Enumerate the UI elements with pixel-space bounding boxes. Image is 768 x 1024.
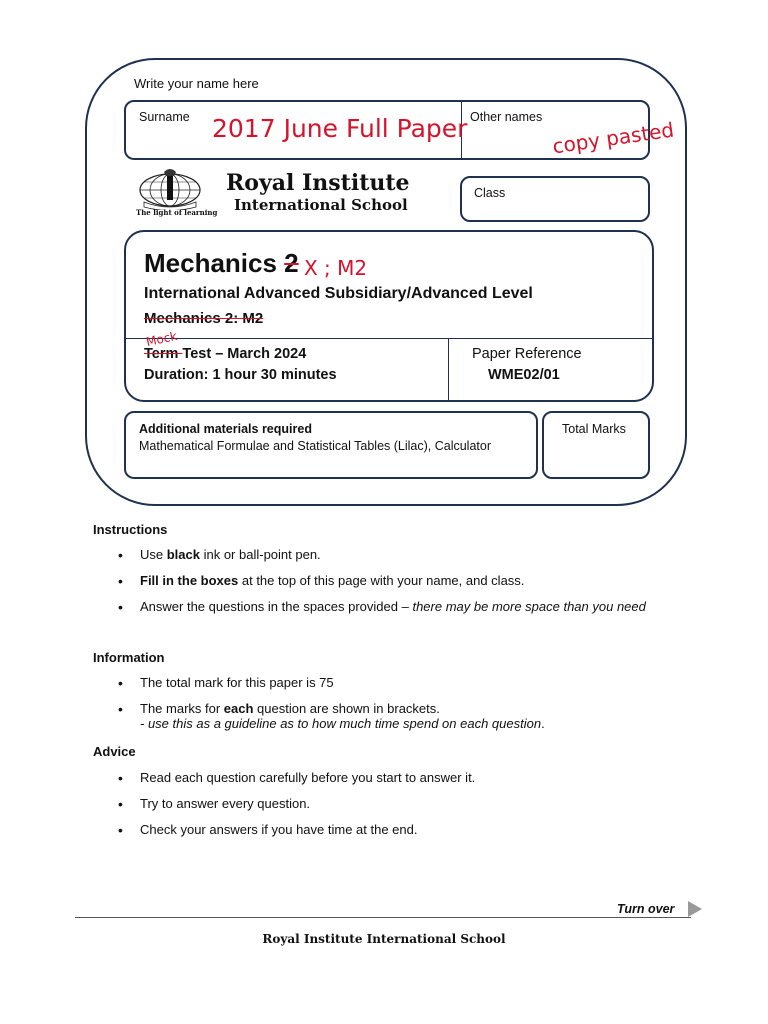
surname-label: Surname: [139, 110, 190, 124]
test-date: [144, 346, 306, 362]
list-item: • The total mark for this paper is 75: [118, 675, 545, 701]
materials-label: Additional materials required: [139, 422, 312, 436]
footer-rule: [75, 917, 691, 918]
information-list: [118, 675, 545, 739]
logo-tagline: The light of learning: [136, 208, 218, 217]
text: ink or ball-point pen.: [199, 547, 321, 562]
text: question are shown in brackets.: [253, 701, 440, 716]
logo-title: Royal Institute: [226, 170, 410, 196]
term-struck: Term: [144, 346, 183, 362]
handwritten-mock: Mock: [144, 328, 179, 350]
class-box: [460, 176, 650, 222]
advice-list: [118, 770, 475, 848]
list-item: • Try to answer every question.: [118, 796, 475, 822]
list-item: • Check your answers if you have time at the end.: [118, 822, 475, 848]
handwritten-correction: X ; M2: [304, 256, 368, 280]
exam-subtitle: International Advanced Subsidiary/Advanced Level: [144, 285, 533, 302]
text: .: [541, 716, 545, 731]
text-bold: Fill in the boxes: [140, 573, 239, 588]
text: at the top of this page with your name, and class.: [238, 573, 525, 588]
exam-title-struck: 2: [284, 248, 299, 278]
handwritten-note: 2017 June Full Paper: [212, 114, 468, 143]
text: Use: [140, 547, 167, 562]
text-italic: there may be more space than you need: [412, 599, 646, 614]
exam-title-text: Mechanics: [144, 248, 285, 278]
logo-subtitle: International School: [234, 196, 408, 214]
text-italic: - use this as a guideline as to how much time spend on each question: [140, 716, 542, 731]
paper-reference-code: WME02/01: [488, 367, 560, 383]
exam-subtitle-struck: Mechanics 2: M2: [144, 310, 264, 327]
materials-text: Mathematical Formulae and Statistical Tables (Lilac), Calculator: [139, 439, 492, 453]
list-item: [118, 599, 646, 625]
total-marks-box: [542, 411, 650, 479]
text-bold: black: [166, 547, 200, 562]
information-heading: Information: [93, 650, 165, 665]
class-label: Class: [474, 186, 506, 200]
duration: Duration: 1 hour 30 minutes: [144, 367, 337, 383]
turn-over-label: Turn over: [617, 902, 675, 916]
materials-box: [124, 411, 538, 479]
globe-emblem-icon: [134, 168, 212, 210]
advice-heading: Advice: [93, 744, 136, 759]
paper-reference-label: Paper Reference: [472, 346, 582, 362]
name-box: [124, 100, 676, 160]
write-name-prompt: Write your name here: [134, 76, 259, 91]
turn-over-arrow-icon: [688, 901, 702, 917]
exam-title: [144, 248, 299, 279]
text: Answer the questions in the spaces provided –: [140, 599, 413, 614]
list-item: • Read each question carefully before you start to answer it.: [118, 770, 475, 796]
text-bold: each: [223, 701, 254, 716]
test-date-text: Test – March 2024: [182, 346, 307, 362]
instructions-heading: Instructions: [93, 522, 168, 537]
divider: [126, 338, 652, 339]
handwritten-note-2: copy pasted: [550, 117, 676, 159]
instructions-list: [118, 547, 646, 625]
school-logo: [134, 168, 440, 220]
list-item: [118, 573, 646, 599]
list-item: [118, 547, 646, 573]
text: The marks for: [140, 701, 224, 716]
list-item: [118, 701, 545, 739]
total-marks-label: Total Marks: [562, 422, 626, 436]
other-names-label: Other names: [470, 110, 543, 124]
footer-school-name: Royal Institute International School: [262, 932, 506, 946]
exam-title-box: [124, 230, 654, 402]
divider-vertical: [448, 338, 449, 400]
